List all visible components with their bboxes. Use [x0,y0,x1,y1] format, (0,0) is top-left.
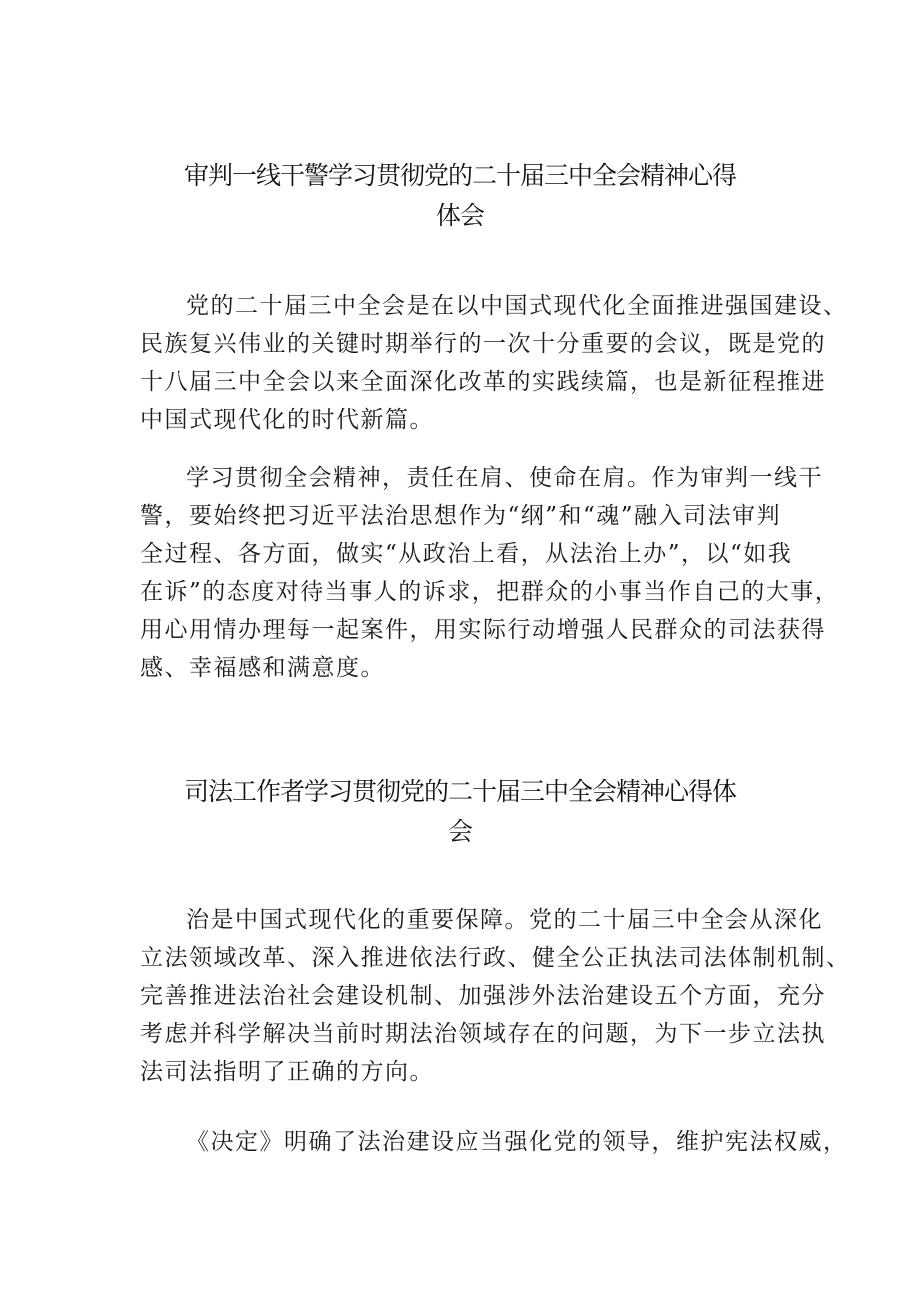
paragraph-line: 学习贯彻全会精神，责任在肩、使命在肩。作为审判一线干 [186,465,823,491]
paragraph-line: 在诉”的态度对待当事人的诉求，把群众的小事当作自己的大事， [140,579,840,605]
section-1-title-line-2: 体会 [435,201,484,230]
section-2-paragraph-1 [140,901,851,1091]
paragraph-line: 中国式现代化的时代新篇。 [140,407,434,433]
section-2-title-line-1: 司法工作者学习贯彻党的二十届三中全会精神心得体 [183,777,736,806]
paragraph-line: 《决定》明确了法治建设应当强化党的领导，维护宪法权威， [186,1129,848,1155]
section-2-title [140,772,780,852]
paragraph-line: 法司法指明了正确的方向。 [140,1059,434,1085]
paragraph-line: 感、幸福感和满意度。 [140,655,385,681]
section-1-paragraph-2 [140,459,840,687]
paragraph-line: 全过程、各方面，做实“从政治上看，从法治上办”，以“如我 [140,541,793,567]
paragraph-line: 民族复兴伟业的关键时期举行的一次十分重要的会议，既是党的 [140,331,826,357]
section-2-title-line-2: 会 [447,817,472,846]
paragraph-line: 完善推进法治社会建设机制、加强涉外法治建设五个方面，充分 [140,983,826,1009]
section-2-paragraph-2 [140,1123,848,1161]
section-1-title [140,156,780,236]
paragraph-line: 用心用情办理每一起案件，用实际行动增强人民群众的司法获得 [140,617,826,643]
paragraph-line: 治是中国式现代化的重要保障。党的二十届三中全会从深化 [186,907,823,933]
section-1-paragraph-1 [140,287,848,439]
paragraph-line: 警，要始终把习近平法治思想作为“纲”和“魂”融入司法审判 [140,503,782,529]
paragraph-line: 党的二十届三中全会是在以中国式现代化全面推进强国建设、 [186,293,848,319]
paragraph-line: 考虑并科学解决当前时期法治领域存在的问题，为下一步立法执 [140,1021,826,1047]
paragraph-line: 立法领域改革、深入推进依法行政、健全公正执法司法体制机制、 [140,945,851,971]
paragraph-line: 十八届三中全会以来全面深化改革的实践续篇，也是新征程推进 [140,369,826,395]
section-1-title-line-1: 审判一线干警学习贯彻党的二十届三中全会精神心得 [183,161,736,190]
